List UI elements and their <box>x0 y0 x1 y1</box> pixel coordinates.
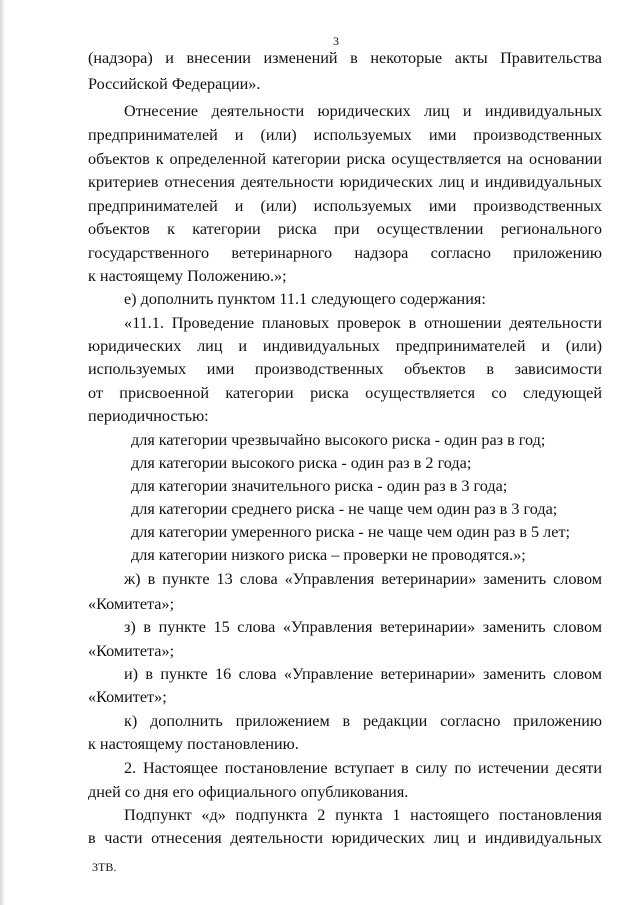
text-line: используемых ими производственных объектов в зависимости <box>88 360 602 378</box>
text-line: ж) в пункте 13 слова «Управления ветеринарии» заменить словом <box>124 570 602 588</box>
text-line: предпринимателей и (или) используемых ими производственных <box>88 126 602 144</box>
text-line: для категории высокого риска - один раз в 2 года; <box>131 454 472 472</box>
text-line: «Комитета»; <box>88 595 175 613</box>
text-line: объектов к категории риска при осуществлении регионального <box>88 220 602 238</box>
text-line: к настоящему постановлению. <box>88 735 299 753</box>
text-line: критериев отнесения деятельности юридических лиц и индивидуальных <box>88 173 602 191</box>
page-number: 3 <box>333 34 339 48</box>
text-line: в части отнесения деятельности юридических лиц и индивидуальных <box>88 829 602 847</box>
text-line: к настоящему Положению.»; <box>88 267 287 285</box>
text-line: «Комитета»; <box>88 642 175 660</box>
scan-edge-shadow <box>0 0 5 905</box>
text-line: «11.1. Проведение плановых проверок в отношении деятельности <box>124 314 602 332</box>
footer-note: 3ТВ. <box>92 860 117 874</box>
text-line: дней со дня его официального опубликования. <box>88 783 409 801</box>
text-line: для категории низкого риска – проверки не проводятся.»; <box>131 546 526 564</box>
text-line: (надзора) и внесении изменений в некоторые акты Правительства <box>88 49 602 67</box>
text-line: Отнесение деятельности юридических лиц и индивидуальных <box>124 102 602 120</box>
text-line: и) в пункте 16 слова «Управление ветеринарии» заменить словом <box>124 665 602 683</box>
text-line: 2. Настоящее постановление вступает в силу по истечении десяти <box>124 759 602 777</box>
text-line: юридических лиц и индивидуальных предпринимателей и (или) <box>88 337 602 355</box>
text-line: Подпункт «д» подпункта 2 пункта 1 настоящего постановления <box>124 806 602 824</box>
text-line: Российской Федерации». <box>88 75 261 93</box>
text-line: е) дополнить пунктом 11.1 следующего содержания: <box>124 290 486 308</box>
text-line: для категории среднего риска - не чаще чем один раз в 3 года; <box>131 500 558 518</box>
text-line: для категории значительного риска - один раз в 3 года; <box>131 477 508 495</box>
text-line: з) в пункте 15 слова «Управления ветеринарии» заменить словом <box>124 618 602 636</box>
text-line: к) дополнить приложением в редакции согласно приложению <box>124 712 602 730</box>
text-line: от присвоенной категории риска осуществляется со следующей <box>88 384 602 402</box>
text-line: государственного ветеринарного надзора согласно приложению <box>88 244 602 262</box>
text-line: «Комитет»; <box>88 688 167 706</box>
text-line: периодичностью: <box>88 407 209 425</box>
text-line: для категории чрезвычайно высокого риска - один раз в год; <box>131 431 546 449</box>
text-line: предпринимателей и (или) используемых ими производственных <box>88 197 602 215</box>
text-line: объектов к определенной категории риска осуществляется на основании <box>88 150 602 168</box>
text-line: для категории умеренного риска - не чаще чем один раз в 5 лет; <box>131 523 571 541</box>
